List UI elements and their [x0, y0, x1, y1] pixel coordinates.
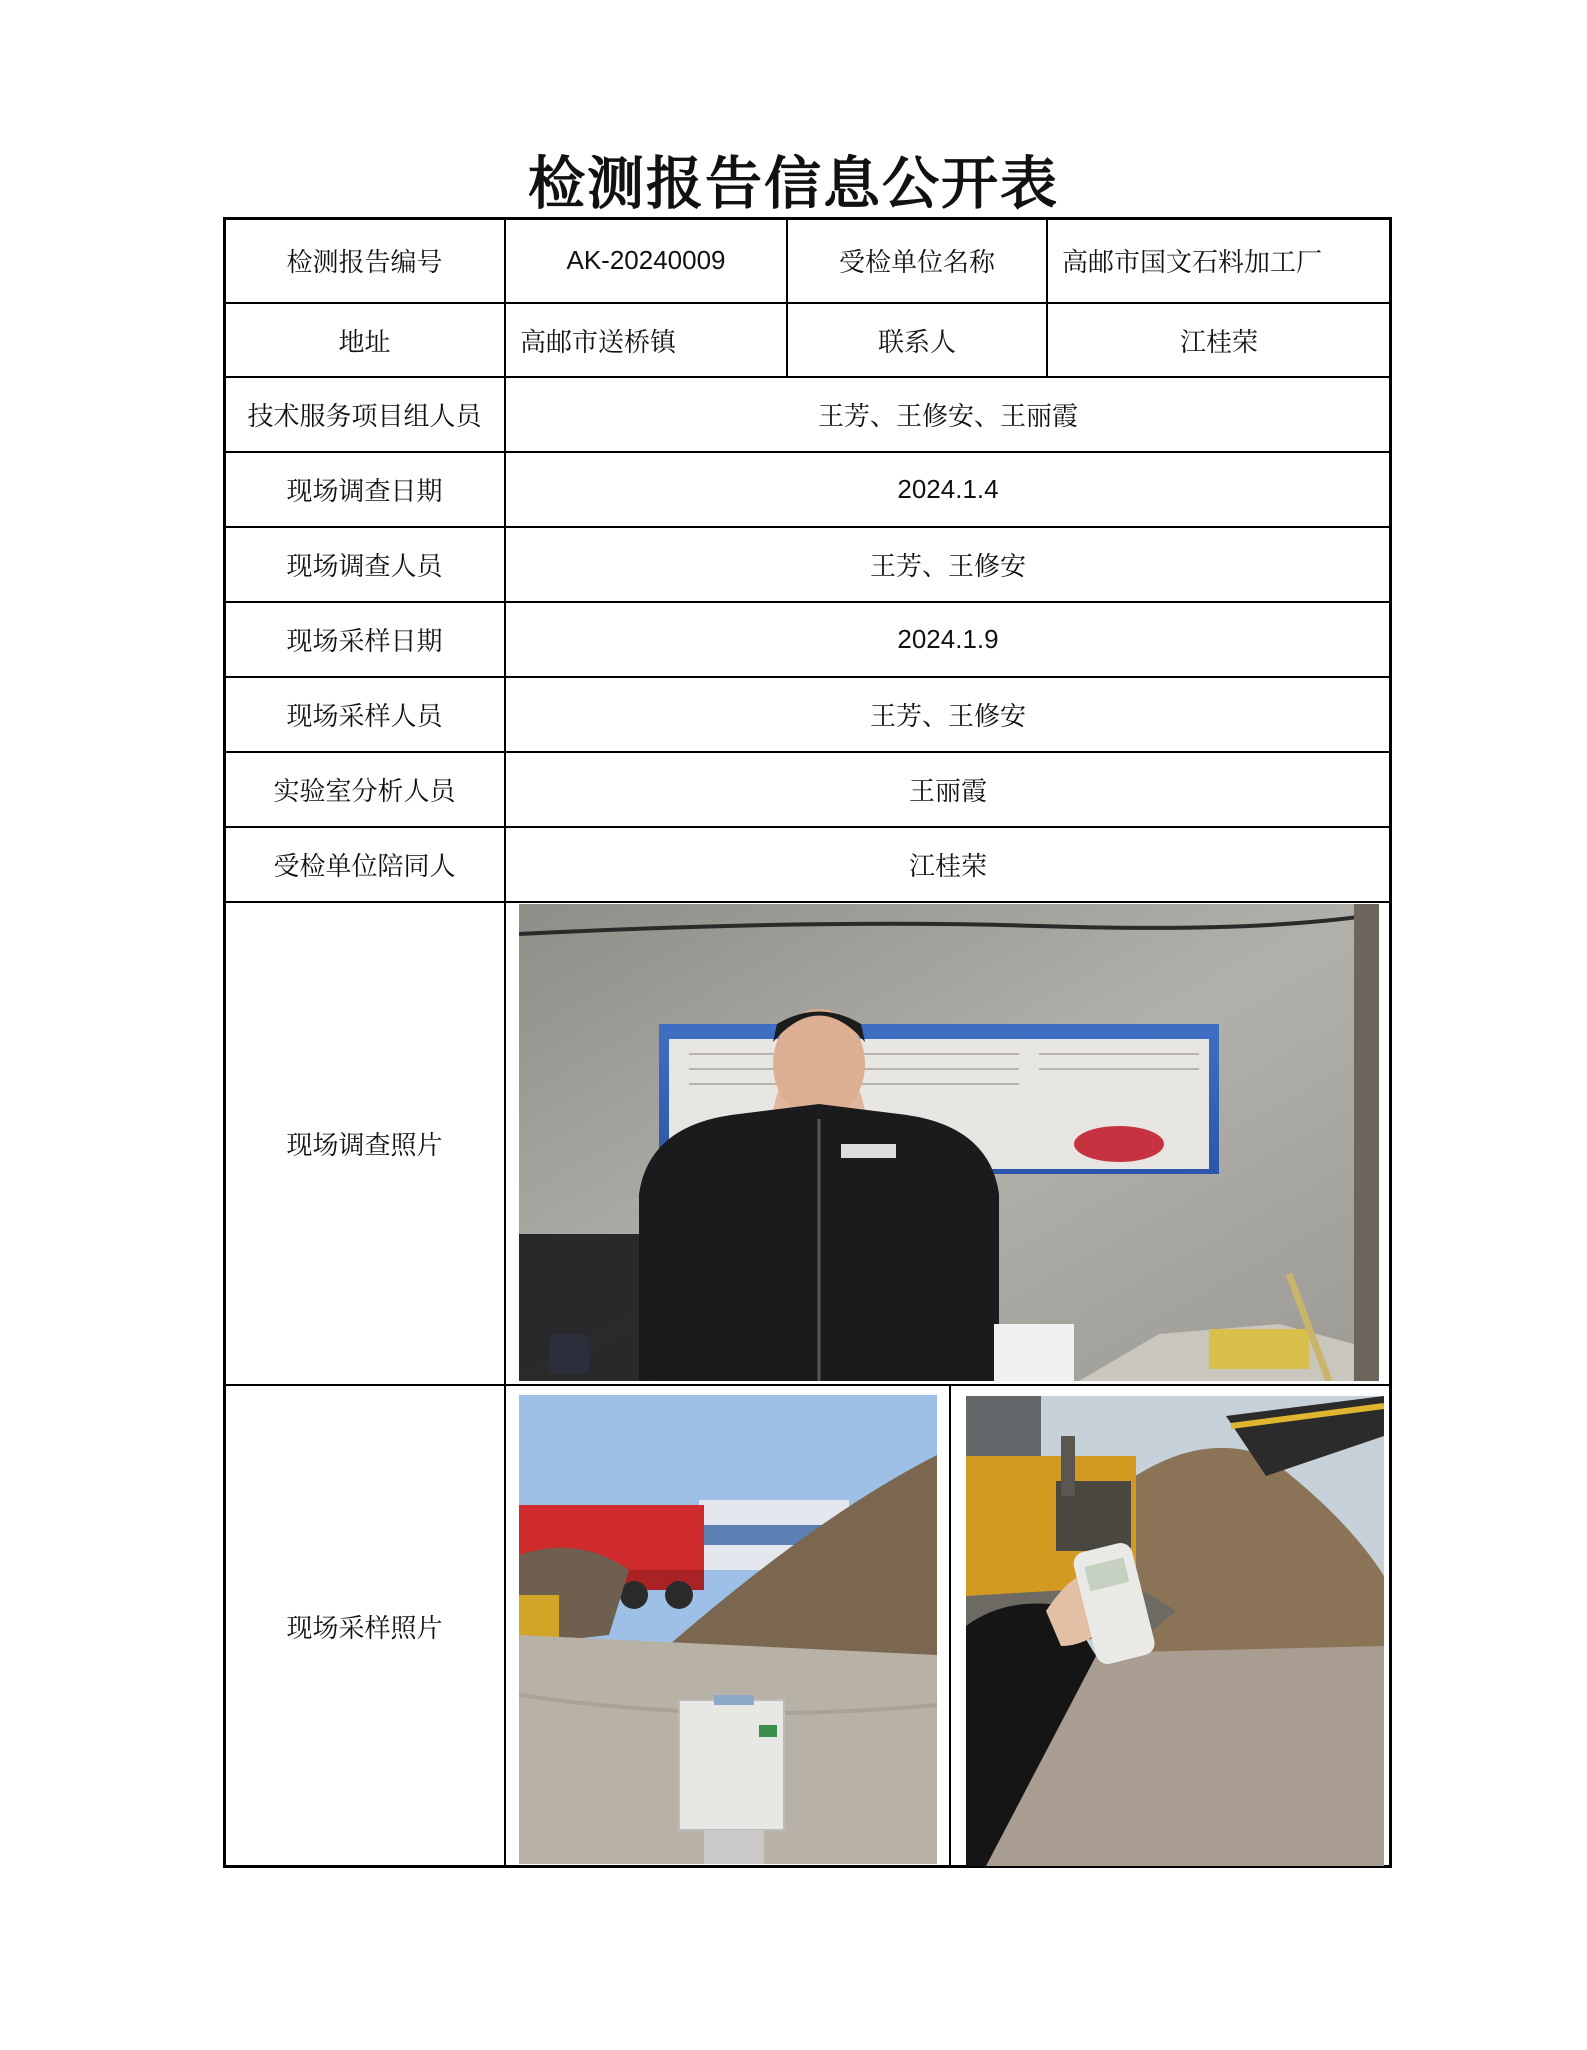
address-value: 高邮市送桥镇 [520, 327, 677, 358]
lab-staff-value: 王丽霞 [908, 777, 987, 807]
contact-value: 江桂荣 [1179, 327, 1258, 358]
survey-photo [519, 904, 1379, 1381]
column-divider [949, 1384, 951, 1868]
report-number-label: 检测报告编号 [286, 248, 443, 278]
survey-date-value: 2024.1.4 [897, 474, 999, 504]
report-number-value: AK-20240009 [566, 245, 726, 275]
lab-staff-label: 实验室分析人员 [273, 777, 456, 807]
team-label: 技术服务项目组人员 [247, 402, 482, 432]
survey-staff-label: 现场调查人员 [286, 552, 443, 582]
sampling-staff-value: 王芳、王修安 [869, 702, 1026, 732]
sampling-photo-1 [519, 1395, 937, 1864]
escort-label: 受检单位陪同人 [273, 852, 456, 882]
escort-value: 江桂荣 [908, 852, 987, 882]
survey-photo-label: 现场调查照片 [286, 1131, 443, 1161]
survey-date-label: 现场调查日期 [286, 477, 443, 507]
contact-label: 联系人 [877, 327, 956, 358]
sampling-photo-label: 现场采样照片 [286, 1613, 443, 1644]
inspected-unit-label: 受检单位名称 [838, 248, 995, 278]
address-label: 地址 [338, 327, 391, 358]
survey-staff-value: 王芳、王修安 [869, 552, 1026, 582]
sampling-date-label: 现场采样日期 [286, 627, 443, 657]
team-value: 王芳、王修安、王丽霞 [817, 402, 1078, 432]
inspected-unit-value: 高邮市国文石料加工厂 [1062, 248, 1323, 278]
sampling-photo-2 [966, 1396, 1384, 1866]
page-title: 检测报告信息公开表 [528, 150, 1059, 217]
sampling-staff-label: 现场采样人员 [286, 702, 443, 732]
sampling-date-value: 2024.1.9 [897, 624, 999, 654]
